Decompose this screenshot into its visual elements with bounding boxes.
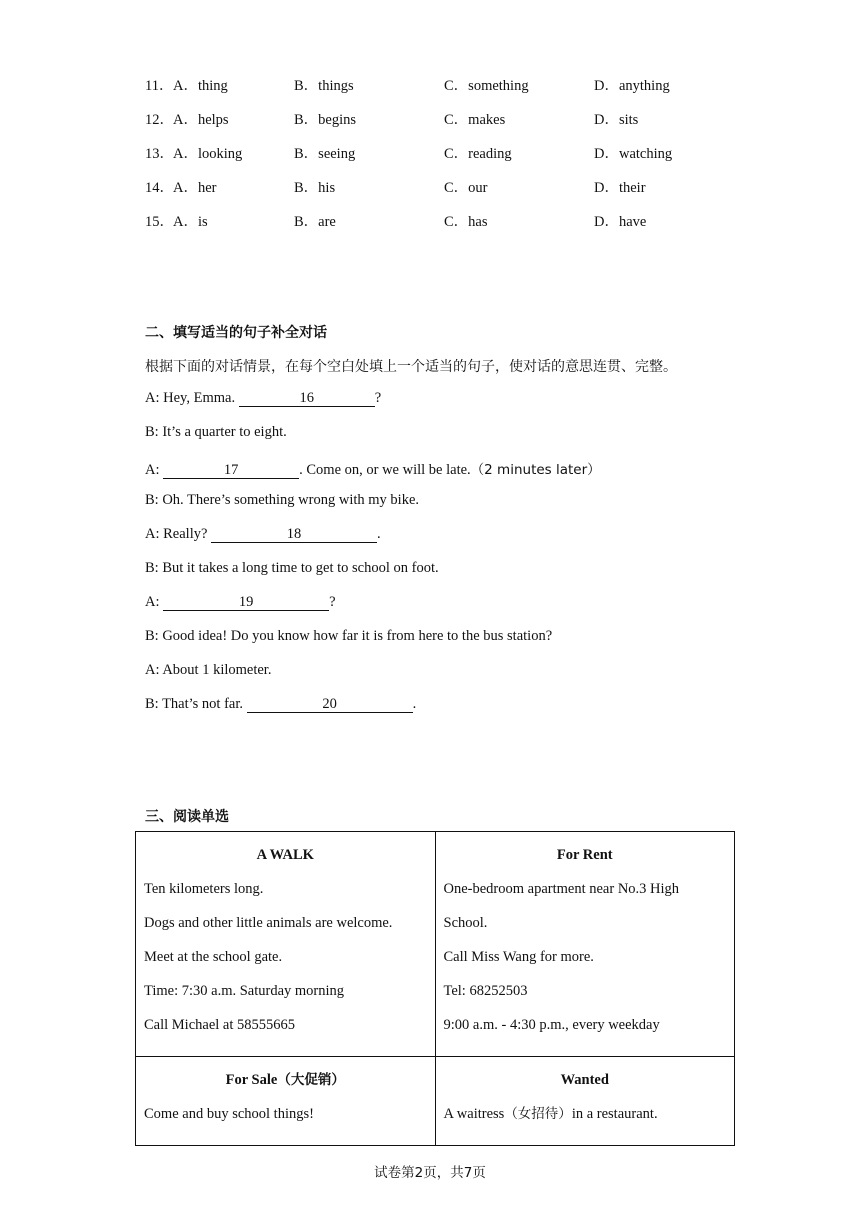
option-d: D．anything [594, 78, 670, 94]
dialogue-line-8 [145, 628, 552, 645]
ad-title: Wanted [560, 1072, 609, 1088]
option-c: C．our [444, 180, 488, 196]
dialogue-text: B: But it takes a long time to get to school on foot. [145, 560, 439, 576]
option-a: A．helps [173, 112, 229, 128]
ad-rent [435, 832, 735, 1057]
dialogue-text: B: Oh. There’s something wrong with my bike. [145, 492, 419, 508]
dialogue-line-9 [145, 662, 271, 679]
option-a: A．is [173, 214, 208, 230]
ad-line: School. [443, 915, 488, 931]
ad-line [444, 1103, 727, 1137]
ad-line-text: in a restaurant. [571, 1106, 658, 1122]
ad-title: For Rent [556, 847, 613, 863]
page-footer: 试卷第2页，共7页 [374, 1165, 486, 1181]
question-options-14 [145, 176, 745, 196]
dialogue-line-1 [145, 390, 381, 407]
option-c: C．makes [444, 112, 506, 128]
dialogue-text: A: Hey, Emma. [145, 390, 239, 406]
option-b: B．his [294, 180, 336, 196]
ad-sale [136, 1057, 436, 1146]
dialogue-line-6 [145, 560, 439, 577]
ad-line: Come and buy school things! [144, 1106, 314, 1122]
ad-line: Tel: 68252503 [443, 983, 528, 999]
option-b: B．seeing [294, 146, 356, 162]
option-d: D．have [594, 214, 647, 230]
question-number: 14． [145, 180, 174, 196]
ad-title-cn: （大促销） [277, 1072, 345, 1088]
ad-title [144, 1069, 427, 1103]
dialogue-text: ? [329, 594, 336, 610]
section-2-instruction: 根据下面的对话情景，在每个空白处填上一个适当的句子，使对话的意思连贯、完整。 [145, 359, 677, 375]
option-b: B．are [294, 214, 336, 230]
ad-line: One-bedroom apartment near No.3 High [443, 881, 680, 897]
dialogue-text: B: That’s not far. [145, 696, 247, 712]
blank-17[interactable]: 17 [163, 463, 299, 479]
ad-line-text: A waitress [443, 1106, 505, 1122]
ad-line-cn: （女招待） [504, 1106, 572, 1122]
dialogue-text: B: It’s a quarter to eight. [145, 424, 287, 440]
option-a: A．looking [173, 146, 243, 162]
dialogue-line-10 [145, 696, 416, 713]
option-c: C．something [444, 78, 529, 94]
question-number: 11． [145, 78, 174, 94]
dialogue-line-7 [145, 594, 336, 611]
ads-row-2 [136, 1057, 735, 1146]
ad-line: Dogs and other little animals are welcome. [144, 915, 393, 931]
ad-walk [136, 832, 436, 1057]
question-options-13 [145, 142, 745, 162]
blank-20[interactable]: 20 [247, 697, 413, 713]
question-number: 12． [145, 112, 174, 128]
question-number: 15． [145, 214, 174, 230]
dialogue-line-4 [145, 492, 419, 509]
ad-line: Meet at the school gate. [144, 949, 283, 965]
ad-line: Call Miss Wang for more. [443, 949, 594, 965]
dialogue-line-3 [145, 458, 601, 479]
dialogue-text: A: [145, 462, 164, 478]
ad-line: Time: 7:30 a.m. Saturday morning [144, 983, 345, 999]
section-2-title: 二、填写适当的句子补全对话 [145, 325, 327, 341]
option-d: D．watching [594, 146, 673, 162]
question-options-15 [145, 210, 745, 230]
question-options-11 [145, 74, 745, 94]
dialogue-line-5 [145, 526, 381, 543]
option-b: B．things [294, 78, 354, 94]
dialogue-text: . [377, 526, 381, 542]
dialogue-text: A: Really? [145, 526, 212, 542]
question-number: 13． [145, 146, 174, 162]
blank-19[interactable]: 19 [163, 595, 329, 611]
dialogue-text: B: Good idea! Do you know how far it is from here to the bus station? [145, 628, 553, 644]
ads-table [135, 831, 735, 1146]
dialogue-line-2 [145, 424, 287, 441]
option-b: B．begins [294, 112, 357, 128]
option-a: A．thing [173, 78, 228, 94]
option-a: A．her [173, 180, 217, 196]
ad-wanted [435, 1057, 735, 1146]
dialogue-text: ? [374, 390, 382, 406]
ad-line: Call Michael at 58555665 [144, 1017, 296, 1033]
dialogue-text: . [412, 696, 417, 712]
question-options-12 [145, 108, 745, 128]
blank-18[interactable]: 18 [211, 527, 377, 543]
dialogue-text: A: About 1 kilometer. [145, 662, 272, 678]
option-c: C．has [444, 214, 488, 230]
dialogue-text: . Come on, or we will be late. [299, 462, 471, 478]
option-d: D．sits [594, 112, 639, 128]
option-d: D．their [594, 180, 646, 196]
ad-line: Ten kilometers long. [144, 881, 264, 897]
ads-row-1 [136, 832, 735, 1057]
blank-16[interactable]: 16 [239, 391, 375, 407]
option-c: C．reading [444, 146, 512, 162]
ad-line: 9:00 a.m. - 4:30 p.m., every weekday [443, 1017, 660, 1033]
ad-title-text: For Sale [225, 1072, 278, 1088]
section-3-title: 三、阅读单选 [145, 809, 229, 825]
ad-title: A WALK [256, 847, 314, 863]
dialogue-text: A: [145, 594, 164, 610]
dialogue-note: （2 minutes later） [470, 462, 601, 478]
